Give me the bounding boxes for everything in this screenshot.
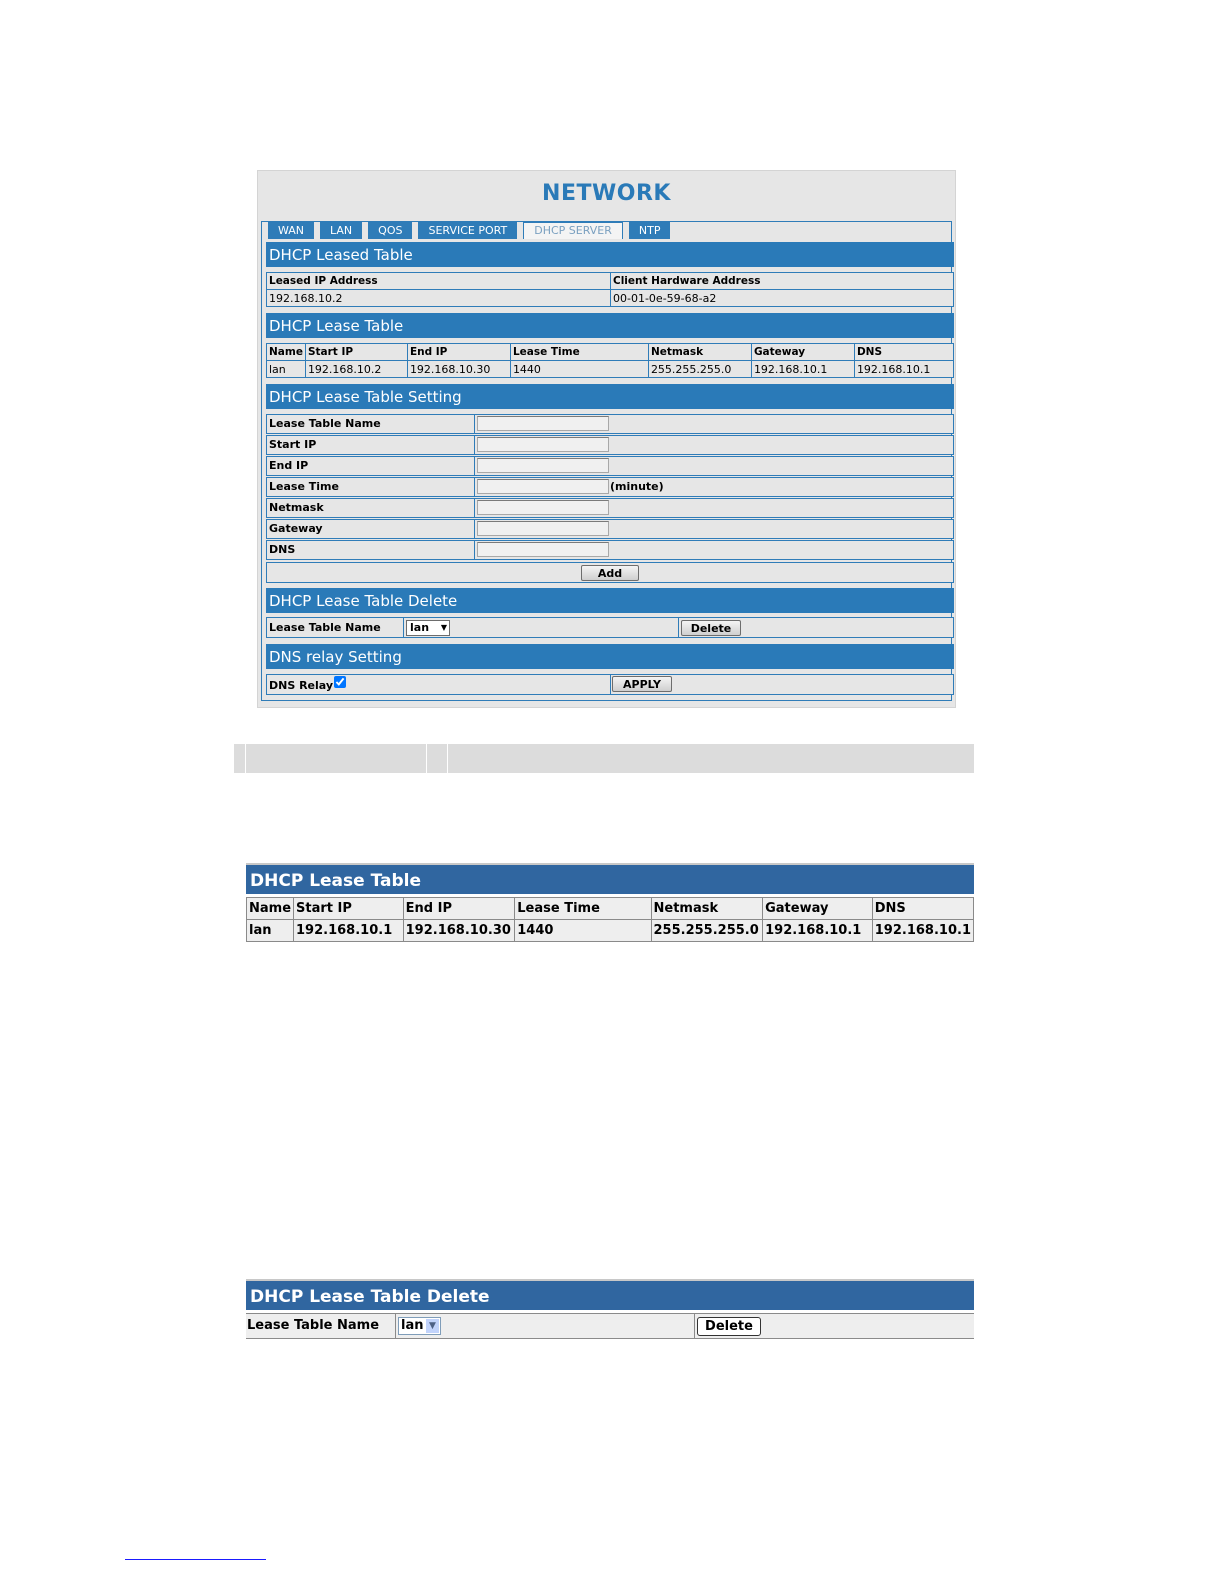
separator-bar [234,744,974,773]
zoom-lease-table [246,897,974,942]
cell-start-ip: 192.168.10.1 [294,920,404,942]
tab-content-frame [261,221,952,701]
chevron-down-icon: ▼ [426,1319,439,1333]
lease-table-select[interactable] [406,620,450,636]
zoom-lease-delete-header: DHCP Lease Table Delete [246,1279,974,1310]
cell-lease-time: 1440 [515,920,651,942]
zoom-lease-table-select-value: lan [401,1318,424,1333]
cell-gateway: 192.168.10.1 [751,361,854,378]
lease-table-name-input[interactable] [477,416,609,431]
col-netmask: Netmask [651,898,763,920]
dns-relay-header: DNS relay Setting [266,644,954,669]
lease-delete-header: DHCP Lease Table Delete [266,588,954,613]
footnote-rule [125,1559,266,1560]
divider [474,541,475,559]
tab-wan[interactable]: WAN [268,222,314,239]
zoom-delete-button[interactable]: Delete [697,1317,761,1336]
form-row-start-ip [266,435,954,455]
col-start-ip: Start IP [294,898,404,920]
apply-button[interactable]: APPLY [612,676,672,692]
tab-qos[interactable]: QOS [368,222,412,239]
tab-ntp[interactable]: NTP [629,222,671,239]
lease-table-select-value: lan [410,621,430,634]
table-header-row [267,344,954,361]
divider [474,520,475,538]
end-ip-input[interactable] [477,458,609,473]
table-header-row [247,898,974,920]
netmask-label: Netmask [269,501,324,514]
cell-start-ip: 192.168.10.2 [305,361,407,378]
cell-lease-time: 1440 [510,361,648,378]
col-client-hw: Client Hardware Address [611,273,954,290]
dns-relay-checkbox[interactable] [334,676,346,688]
form-row-lease-table-name [266,414,954,434]
tab-lan[interactable]: LAN [320,222,362,239]
divider [474,478,475,496]
lease-setting-header: DHCP Lease Table Setting [266,384,954,409]
divider [474,436,475,454]
divider [694,1314,695,1338]
form-row-gateway [266,519,954,539]
form-row-dns [266,540,954,560]
leased-table-header: DHCP Leased Table [266,242,954,267]
cell-leased-ip: 192.168.10.2 [267,290,611,307]
divider [474,415,475,433]
col-leased-ip: Leased IP Address [267,273,611,290]
table-row [267,290,954,307]
lease-table-header: DHCP Lease Table [266,313,954,338]
lease-time-label: Lease Time [269,480,339,493]
col-end-ip: End IP [403,898,515,920]
cell-end-ip: 192.168.10.30 [403,920,515,942]
col-name: Name [267,344,306,361]
col-gateway: Gateway [763,898,873,920]
tab-bar [268,222,670,240]
cell-netmask: 255.255.255.0 [648,361,751,378]
col-netmask: Netmask [648,344,751,361]
divider [678,618,679,637]
col-dns: DNS [872,898,973,920]
table-header-row [267,273,954,290]
page-title: NETWORK [542,181,671,206]
form-row-lease-time [266,477,954,497]
zoom-lease-delete-label: Lease Table Name [247,1318,380,1333]
divider [403,618,404,637]
form-row-add [266,562,954,583]
table-row [267,361,954,378]
gateway-label: Gateway [269,522,323,535]
lease-delete-label: Lease Table Name [269,621,381,634]
separator-segment [234,744,246,773]
end-ip-label: End IP [269,459,309,472]
zoom-lease-table-select[interactable] [398,1317,441,1335]
lease-table [266,343,954,378]
netmask-input[interactable] [477,500,609,515]
divider [395,1314,396,1338]
col-gateway: Gateway [751,344,854,361]
col-start-ip: Start IP [305,344,407,361]
zoom-lease-table-header: DHCP Lease Table [246,863,974,894]
leased-table [266,272,954,307]
dns-label: DNS [269,543,296,556]
delete-button[interactable]: Delete [681,620,741,636]
zoom-lease-delete-row [246,1313,974,1339]
cell-client-hw: 00-01-0e-59-68-a2 [611,290,954,307]
tab-service-port[interactable]: SERVICE PORT [418,222,517,239]
gateway-input[interactable] [477,521,609,536]
cell-end-ip: 192.168.10.30 [407,361,510,378]
col-lease-time: Lease Time [510,344,648,361]
cell-netmask: 255.255.255.0 [651,920,763,942]
divider [474,499,475,517]
divider [610,675,611,694]
start-ip-input[interactable] [477,437,609,452]
network-panel [257,170,956,708]
dns-relay-label: DNS Relay [269,679,334,692]
separator-segment [426,744,448,773]
form-row-netmask [266,498,954,518]
cell-gateway: 192.168.10.1 [763,920,873,942]
form-row-lease-delete [266,617,954,638]
form-row-end-ip [266,456,954,476]
cell-dns: 192.168.10.1 [854,361,953,378]
chevron-down-icon: ▼ [440,623,447,632]
cell-dns: 192.168.10.1 [872,920,973,942]
lease-time-input[interactable] [477,479,609,494]
start-ip-label: Start IP [269,438,317,451]
lease-table-name-label: Lease Table Name [269,417,381,430]
lease-time-unit: (minute) [610,480,664,493]
col-name: Name [247,898,294,920]
col-dns: DNS [854,344,953,361]
col-end-ip: End IP [407,344,510,361]
dns-input[interactable] [477,542,609,557]
col-lease-time: Lease Time [515,898,651,920]
form-row-dns-relay [266,674,954,695]
cell-name: lan [247,920,294,942]
table-row [247,920,974,942]
cell-name: lan [267,361,306,378]
tab-dhcp-server[interactable]: DHCP SERVER [523,222,623,239]
add-button[interactable]: Add [581,565,639,581]
divider [474,457,475,475]
